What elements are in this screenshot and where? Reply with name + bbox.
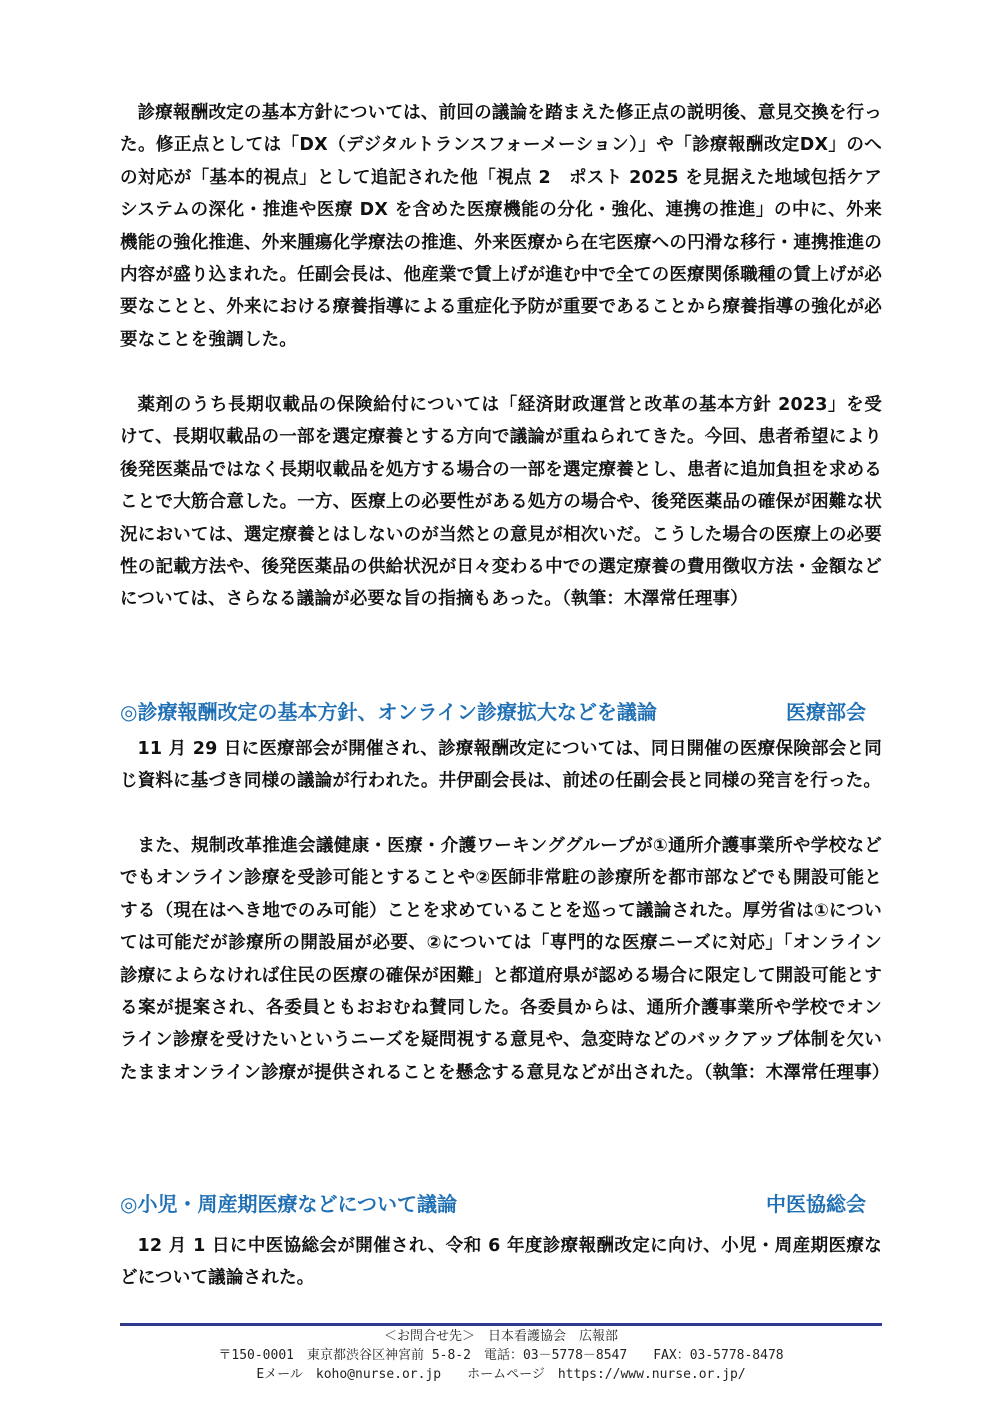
section-2-paragraph-pediatric: 12 月 1 日に中医協総会が開催され、令和 6 年度診療報酬改定に向け、小児・周産期医療などについて議論された。	[120, 1236, 882, 1289]
section-1-paragraph-meeting: 11 月 29 日に医療部会が開催され、診療報酬改定については、同日開催の医療保険部会と同じ資料に基づき同様の議論が行われた。井伊副会長は、前述の任副会長と同様の発言を行った。	[120, 739, 882, 792]
intro-paragraph-basic-policy: 診療報酬改定の基本方針については、前回の議論を踏まえた修正点の説明後、意見交換を行った。修正点としては「DX（デジタルトランスフォーメーション）」や「診療報酬改定DX」のへの対応が「基本的視点」として追記された他「視点 2 ポスト 2025 を見据えた地域包括ケアシステムの深化・推進や医療 DX を含めた医療機能の分化・強化、連携の推進」の中に、外来機能の強化推進、外来腫瘍化学療法の推進、外来医療から在宅医療への円滑な移行・連携推進の内容が盛り込まれた。任副会長は、他産業で賃上げが進む中で全ての医療関係職種の賃上げが必要なことと、外来における療養指導による重症化予防が重要であることから療養指導の強化が必要なことを強調した。	[120, 103, 882, 350]
footer-web: Eメール koho@nurse.or.jp ホームページ https://www.nurse.or.jp/	[256, 1367, 746, 1382]
section-title: ◎診療報酬改定の基本方針、オンライン診療拡大などを議論	[120, 700, 657, 724]
footer-address: 〒150-0001 東京都渋谷区神宮前 5-8-2 電話：03－5778－8547 FAX：03-5778-8478	[218, 1348, 784, 1363]
section-heading-medical-committee	[120, 697, 866, 727]
section-heading-chuikyo	[120, 1189, 866, 1219]
section-committee-label: 中医協総会	[766, 1192, 866, 1216]
footer-contact: ＜お問合せ先＞ 日本看護協会 広報部	[383, 1329, 618, 1344]
footer-divider	[120, 1323, 882, 1326]
intro-paragraph-long-listed-drugs: 薬剤のうち長期収載品の保険給付については「経済財政運営と改革の基本方針 2023」を受けて、長期収載品の一部を選定療養とする方向で議論が重ねられてきた。今回、患者希望により後発医薬品ではなく長期収載品を処方する場合の一部を選定療養とし、患者に追加負担を求めることで大筋合意した。一方、医療上の必要性がある処方の場合や、後発医薬品の確保が困難な状況においては、選定療養とはしないのが当然との意見が相次いだ。こうした場合の医療上の必要性の記載方法や、後発医薬品の供給状況が日々変わる中での選定療養の費用徴収方法・金額などについては、さらなる議論が必要な旨の指摘もあった。（執筆：木澤常任理事）	[120, 395, 882, 610]
section-committee-label: 医療部会	[786, 700, 866, 724]
section-title: ◎小児・周産期医療などについて議論	[120, 1192, 458, 1216]
section-1-paragraph-online-care: また、規制改革推進会議健康・医療・介護ワーキンググループが①通所介護事業所や学校などでもオンライン診療を受診可能とすることや②医師非常駐の診療所を都市部などでも開設可能とする（現在はへき地でのみ可能）ことを求めていることを巡って議論された。厚労省は①については可能だが診療所の開設届が必要、②については「専門的な医療ニーズに対応」「オンライン診療によらなければ住民の医療の確保が困難」と都道府県が認める場合に限定して開設可能とする案が提案され、各委員ともおおむね賛同した。各委員からは、通所介護事業所や学校でオンライン診療を受けたいというニーズを疑問視する意見や、急変時などのバックアップ体制を欠いたままオンライン診療が提供されることを懸念する意見などが出された。（執筆：木澤常任理事）	[120, 836, 890, 1083]
